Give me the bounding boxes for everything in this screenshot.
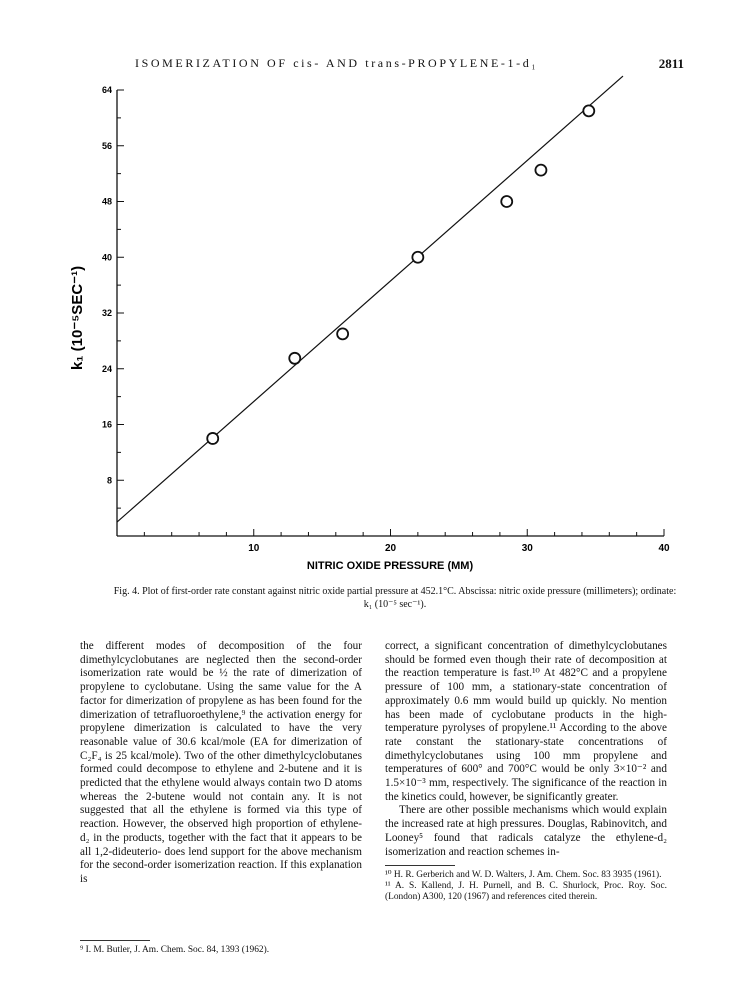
y-axis-label: k₁ (10⁻⁵SEC⁻¹) (69, 265, 86, 371)
x-axis-label: NITRIC OXIDE PRESSURE (MM) (306, 560, 474, 572)
figure-caption: Fig. 4. Plot of first-order rate constant against nitric oxide partial pressure at 452.1°C. Abscissa: nitric oxide pressure (millimeters); ordinate: k₁ (10⁻⁵ sec⁻¹). (113, 586, 677, 610)
right-paragraph-1: correct, a significant concentration of dimethylcyclobutanes should be formed even though their rate of decomposition at the reaction temperature is fast.¹⁰ At 482°C and a propylene pressure of 100 mm, a stationary-state concentration of approximately 0.6 mm would build up quickly. No mention has been made of cyclobutane products in the high-temperature pyrolyses of propylene.¹¹ According to the above rate constant the stationary-state concentrations of dimethylcyclobutanes using 100 mm propylene and temperatures of 600° and 700°C would be only 3×10⁻² and 1.5×10⁻³ mm, respectively. The significance of the reaction in the kinetics could, however, be significantly greater. (385, 640, 667, 803)
x-tick-label: 10 (248, 543, 260, 554)
y-tick-label: 48 (101, 196, 112, 207)
data-point (289, 353, 300, 364)
footnote-10: ¹⁰ H. R. Gerberich and W. D. Walters, J. Am. Chem. Soc. 83 3935 (1961). (385, 870, 662, 881)
chart-ticks (102, 85, 670, 554)
data-point (337, 328, 348, 339)
data-point (412, 252, 423, 263)
right-paragraph-2: There are other possible mechanisms which would explain the increased rate at high pressures. Douglas, Rabinovitch, and Looney⁵ found that radicals catalyze the ethylene-d₂ isomerization and reaction schemes in- (385, 804, 667, 858)
left-paragraph: the different modes of decomposition of the four dimethylcyclobutanes are neglected then the second-order isomerization rate would be ½ the rate of dimerization of propylene to cyclobutane. Using the same value for the A factor for dimerization of propylene as has been found for the dimerization of tetrafluoroethylene,⁹ the activation energy for propylene dimerization is calculated to have the very reasonable value of 30.6 kcal/mole (EA for dimerization of C₂F₄ is 25 kcal/mole). Two of the other dimethylcyclobutanes formed could decompose to ethylene and 2-butene and it is predicted that the ethylene would always contain two D atoms whereas the 2-butene would not contain any. It is not suggested that all the ethylene is formed via this type of reaction. However, the observed high proportion of ethylene-d₂ in the products, together with the fact that it appears to be all 1,2-dideuterio- does lend support for the above mechanism for the second-order isomerization reaction. If this explanation is (80, 640, 362, 885)
left-column (80, 640, 362, 887)
y-tick-label: 64 (101, 85, 112, 95)
footnote-11: ¹¹ A. S. Kallend, J. H. Purnell, and B. C. Shurlock, Proc. Roy. Soc. (London) A300, 120 (1967) and references cited therein. (385, 881, 667, 903)
data-points (207, 105, 594, 444)
y-tick-label: 40 (101, 252, 112, 263)
right-column (385, 640, 667, 903)
x-tick-label: 30 (521, 543, 533, 554)
data-point (501, 196, 512, 207)
x-tick-label: 40 (658, 543, 670, 554)
y-tick-label: 32 (101, 308, 112, 318)
data-point (207, 433, 218, 444)
running-title: ISOMERIZATION OF cis- AND trans-PROPYLENE-1-d₁ (135, 56, 539, 70)
data-point (583, 105, 594, 116)
footnote-rule (385, 865, 455, 866)
y-tick-label: 8 (106, 475, 112, 486)
left-footnote-block (80, 934, 362, 956)
fit-line (117, 76, 623, 522)
page-number: 2811 (658, 56, 684, 71)
y-tick-label: 56 (101, 140, 112, 151)
data-point (535, 165, 546, 176)
chart-axes (117, 90, 664, 536)
y-tick-label: 24 (101, 363, 112, 374)
fit-line-group (117, 76, 623, 522)
footnote-rule (80, 940, 150, 941)
x-tick-label: 20 (384, 543, 397, 554)
y-tick-label: 16 (101, 419, 112, 430)
footnote-9: ⁹ I. M. Butler, J. Am. Chem. Soc. 84, 1393 (1962). (80, 945, 270, 955)
